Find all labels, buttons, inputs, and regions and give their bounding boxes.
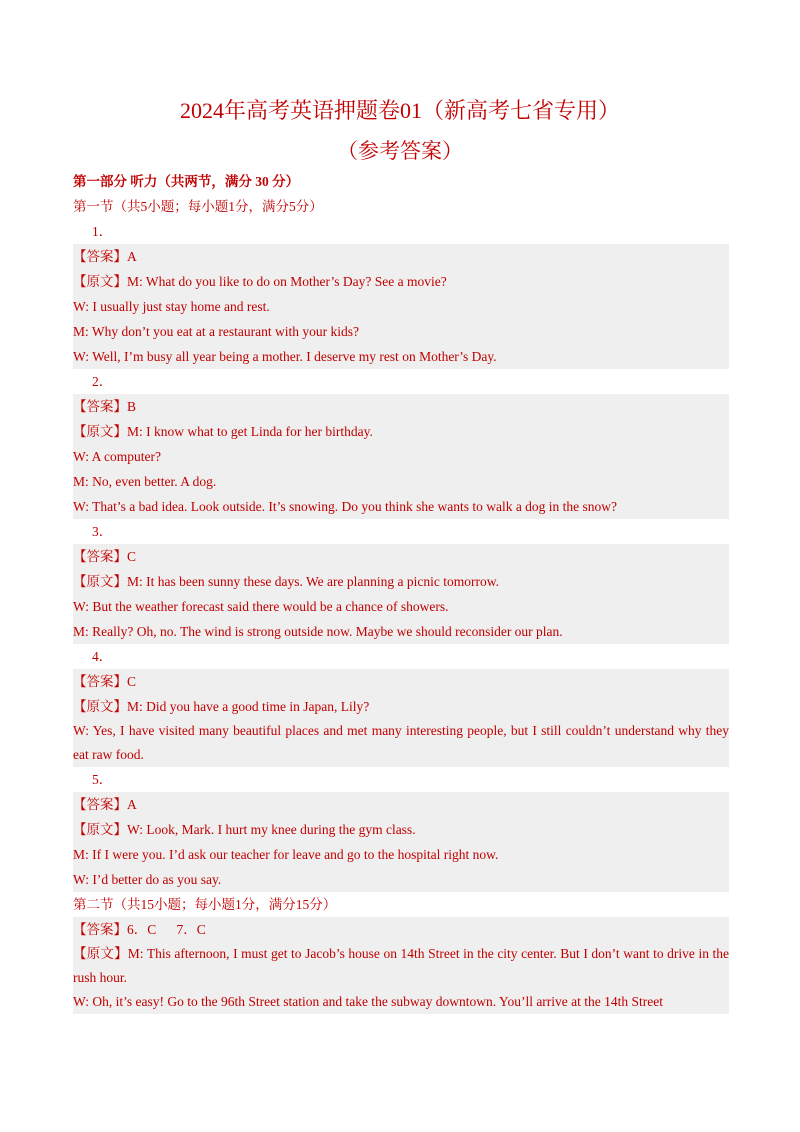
document-body (73, 169, 729, 1014)
question-number: 5． (92, 772, 113, 787)
script-line (73, 694, 729, 719)
dialogue-text: M: It has been sunny these days. We are planning a picnic tomorrow. (127, 574, 499, 589)
dialogue-line: W: That’s a bad idea. Look outside. It’s snowing. Do you think she wants to walk a dog in the snow? (73, 499, 618, 514)
dialogue-paragraph: W: Oh, it’s easy! Go to the 96th Street station and take the subway downtown. You’ll arrive at the 14th Street (73, 994, 664, 1009)
dialogue-line: W: But the weather forecast said there would be a chance of showers. (73, 599, 449, 614)
script-tag: 【原文】 (73, 699, 127, 714)
question-number: 2． (92, 374, 113, 389)
script-tag: 【原文】 (73, 946, 128, 961)
script-line (73, 817, 729, 842)
answer-line (73, 669, 729, 694)
dialogue-line: M: If I were you. I’d ask our teacher for leave and go to the hospital right now. (73, 847, 499, 862)
answer-tag: 【答案】 (73, 797, 127, 812)
script-paragraph (73, 942, 729, 990)
answer-value: C (127, 549, 137, 564)
answer-tag: 【答案】 (73, 549, 127, 564)
question-number: 4． (92, 649, 113, 664)
script-line (73, 569, 729, 594)
script-tag: 【原文】 (73, 822, 127, 837)
dialogue-line: W: Well, I’m busy all year being a mother. I deserve my rest on Mother’s Day. (73, 349, 497, 364)
answer-value: A (127, 797, 137, 812)
dialogue-line: W: I’d better do as you say. (73, 872, 222, 887)
answer-line (73, 792, 729, 817)
answer-tag: 【答案】 (73, 674, 127, 689)
script-tag: 【原文】 (73, 274, 127, 289)
dialogue-line: W: A computer? (73, 449, 161, 464)
answer-line (73, 544, 729, 569)
answer-line (73, 244, 729, 269)
answer-value: C (127, 674, 137, 689)
answer-tag: 【答案】 (73, 249, 127, 264)
script-tag: 【原文】 (73, 424, 127, 439)
dialogue-text: M: This afternoon, I must get to Jacob’s house on 14th Street in the city center. But I don’t want to drive in the rush hour. (73, 946, 730, 985)
answer-tag: 【答案】 (73, 399, 127, 414)
question-number: 3． (92, 524, 113, 539)
answer-block (73, 544, 729, 644)
section2-heading: 第二节（共15小题；每小题1分，满分15分） (73, 897, 337, 912)
dialogue-text: W: Look, Mark. I hurt my knee during the gym class. (127, 822, 416, 837)
dialogue-line: M: No, even better. A dog. (73, 474, 217, 489)
dialogue-paragraph: W: Yes, I have visited many beautiful places and met many interesting people, but I still couldn’t understand why they eat raw food. (73, 723, 729, 762)
dialogue-line: W: I usually just stay home and rest. (73, 299, 270, 314)
question-number: 1． (92, 224, 113, 239)
dialogue-line: M: Really? Oh, no. The wind is strong outside now. Maybe we should reconsider our plan. (73, 624, 563, 639)
answer-block (73, 394, 729, 519)
answer-block (73, 244, 729, 369)
answer-line (73, 917, 729, 942)
dialogue-line: M: Why don’t you eat at a restaurant with your kids? (73, 324, 359, 339)
answer-block (73, 917, 729, 1014)
dialogue-text: M: I know what to get Linda for her birthday. (127, 424, 373, 439)
answer-block (73, 669, 729, 767)
answer-value: A (127, 249, 137, 264)
page-title: 2024年高考英语押题卷01（新高考七省专用） (179, 98, 620, 123)
answer-line (73, 394, 729, 419)
answer-value: B (127, 399, 137, 414)
dialogue-text: M: Did you have a good time in Japan, Lily? (127, 699, 370, 714)
page-subtitle: （参考答案） (337, 139, 463, 163)
script-line (73, 269, 729, 294)
answer-block (73, 792, 729, 892)
answer-value: 6．C 7．C (127, 922, 206, 937)
dialogue-text: M: What do you like to do on Mother’s Day? See a movie? (127, 274, 447, 289)
answer-tag: 【答案】 (73, 922, 127, 937)
script-tag: 【原文】 (73, 574, 127, 589)
script-line (73, 419, 729, 444)
section1-heading: 第一节（共5小题；每小题1分，满分5分） (73, 199, 323, 214)
part1-heading: 第一部分 听力（共两节，满分 30 分） (73, 174, 300, 189)
